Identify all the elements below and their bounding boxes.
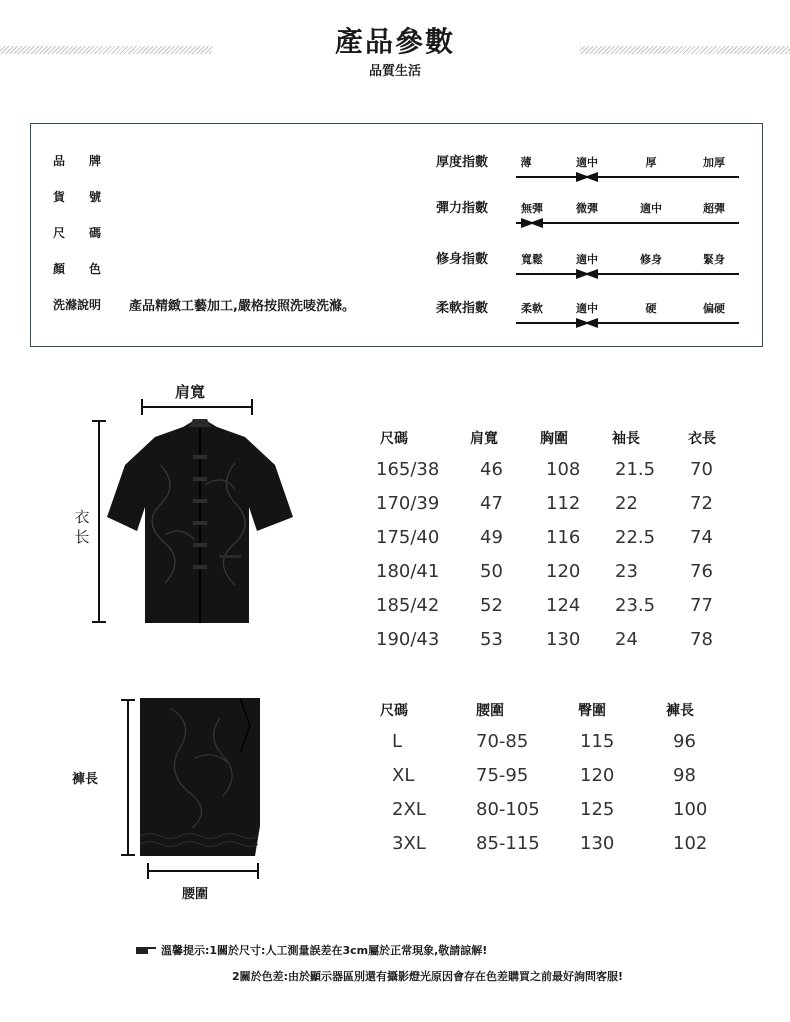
table-cell: 125	[580, 799, 615, 820]
shirt-image	[105, 415, 295, 627]
size-label: 尺 碼	[53, 226, 102, 240]
pants-length-cap-top	[121, 699, 135, 701]
table-header: 肩寬	[470, 431, 498, 447]
table-cell: 100	[673, 799, 708, 820]
pants-waist-label: 腰圍	[182, 887, 209, 902]
shirt-length-label: 衣长	[74, 508, 90, 546]
table-cell: 21.5	[615, 459, 656, 480]
table-cell: 96	[673, 731, 696, 752]
table-cell: 116	[546, 527, 581, 548]
wash-value: 產品精緻工藝加工,嚴格按照洗唛洗滌。	[129, 299, 355, 314]
table-cell: 70	[690, 459, 713, 480]
page-title: 產品參數	[334, 25, 455, 58]
table-cell: 78	[690, 629, 713, 650]
table-header: 腰圍	[476, 703, 504, 719]
pants-length-label: 褲長	[72, 772, 99, 787]
product-parameters-box	[30, 123, 763, 347]
index-option: 寬鬆	[521, 253, 543, 266]
page-subtitle: 品質生活	[368, 64, 421, 79]
table-header: 臀圍	[578, 703, 606, 719]
index-name: 厚度指數	[436, 155, 489, 170]
table-cell: 120	[580, 765, 615, 786]
shirt-shoulder-label: 肩寬	[175, 383, 206, 401]
index-option: 硬	[645, 302, 657, 315]
table-cell: 75-95	[476, 765, 529, 786]
index-marker	[521, 218, 543, 228]
table-cell: 115	[580, 731, 615, 752]
index-option: 適中	[576, 302, 598, 315]
table-header: 袖長	[612, 431, 640, 447]
index-name: 彈力指數	[436, 201, 489, 216]
table-cell: 77	[690, 595, 713, 616]
pants-waist-line	[147, 870, 259, 872]
table-cell: 180/41	[376, 561, 440, 582]
pants-length-cap-bottom	[121, 854, 135, 856]
table-cell: 53	[480, 629, 503, 650]
table-cell: 190/43	[376, 629, 440, 650]
index-option: 修身	[640, 253, 662, 266]
wash-label: 洗滌說明	[53, 298, 102, 312]
table-cell: 49	[480, 527, 503, 548]
table-cell: 76	[690, 561, 713, 582]
index-option: 加厚	[703, 156, 725, 169]
table-cell: 46	[480, 459, 503, 480]
index-option: 微彈	[576, 202, 598, 215]
table-cell: 102	[673, 833, 708, 854]
table-cell: 108	[546, 459, 581, 480]
pants-waist-cap-right	[257, 863, 259, 879]
index-option: 無彈	[521, 202, 543, 215]
table-cell: 22.5	[615, 527, 656, 548]
index-option: 薄	[520, 156, 532, 169]
table-cell: 2XL	[392, 799, 426, 820]
table-cell: 170/39	[376, 493, 440, 514]
table-cell: 85-115	[476, 833, 540, 854]
index-name: 柔軟指數	[436, 301, 489, 316]
index-option: 柔軟	[521, 302, 543, 315]
shirt-shoulder-line	[141, 406, 253, 408]
shirt-shoulder-cap-left	[141, 399, 143, 415]
index-option: 偏硬	[703, 302, 725, 315]
table-cell: 185/42	[376, 595, 440, 616]
brand-label: 品 牌	[53, 154, 102, 168]
table-cell: 80-105	[476, 799, 540, 820]
table-cell: 72	[690, 493, 713, 514]
table-cell: 47	[480, 493, 503, 514]
index-option: 適中	[576, 156, 598, 169]
table-cell: XL	[392, 765, 415, 786]
table-cell: 23	[615, 561, 638, 582]
shirt-shoulder-cap-right	[251, 399, 253, 415]
index-option: 緊身	[703, 253, 725, 266]
table-cell: 130	[580, 833, 615, 854]
table-cell: 165/38	[376, 459, 440, 480]
color-label: 顏 色	[53, 262, 102, 276]
index-option: 超彈	[703, 202, 725, 215]
index-option: 適中	[640, 202, 662, 215]
index-option: 厚	[645, 156, 657, 169]
pointing-hand-icon	[136, 943, 158, 955]
table-cell: 112	[546, 493, 581, 514]
pants-image	[140, 698, 260, 858]
table-cell: 50	[480, 561, 503, 582]
table-cell: 22	[615, 493, 638, 514]
table-cell: 175/40	[376, 527, 440, 548]
item-no-label: 貨 號	[53, 190, 102, 204]
table-header: 尺碼	[380, 703, 408, 719]
table-header: 衣長	[688, 431, 716, 447]
table-cell: 124	[546, 595, 581, 616]
tip-color-note: 2關於色差:由於顯示器區別還有攝影燈光原因會存在色差購買之前最好詢問客服!	[232, 970, 624, 983]
table-cell: 74	[690, 527, 713, 548]
shirt-length-cap-top	[92, 420, 106, 422]
table-cell: 23.5	[615, 595, 656, 616]
index-option: 適中	[576, 253, 598, 266]
table-header: 褲長	[666, 703, 694, 719]
index-name: 修身指數	[436, 252, 489, 267]
index-marker	[576, 172, 598, 182]
tip-size-note: 溫馨提示:1關於尺寸:人工測量誤差在3cm屬於正常現象,敬請諒解!	[161, 944, 488, 957]
index-scale-line	[516, 222, 739, 224]
table-header: 胸圍	[540, 431, 568, 447]
shirt-length-cap-bottom	[92, 621, 106, 623]
table-cell: 52	[480, 595, 503, 616]
table-cell: 120	[546, 561, 581, 582]
table-header: 尺碼	[380, 431, 408, 447]
pants-length-line	[127, 699, 129, 856]
table-cell: L	[392, 731, 403, 752]
table-cell: 3XL	[392, 833, 426, 854]
index-scale-line	[516, 176, 739, 178]
table-cell: 130	[546, 629, 581, 650]
index-scale-line	[516, 273, 739, 275]
table-cell: 70-85	[476, 731, 529, 752]
index-marker	[576, 318, 598, 328]
index-marker	[576, 269, 598, 279]
table-cell: 24	[615, 629, 638, 650]
shirt-length-line	[98, 420, 100, 623]
table-cell: 98	[673, 765, 696, 786]
index-scale-line	[516, 322, 739, 324]
pants-waist-cap-left	[147, 863, 149, 879]
